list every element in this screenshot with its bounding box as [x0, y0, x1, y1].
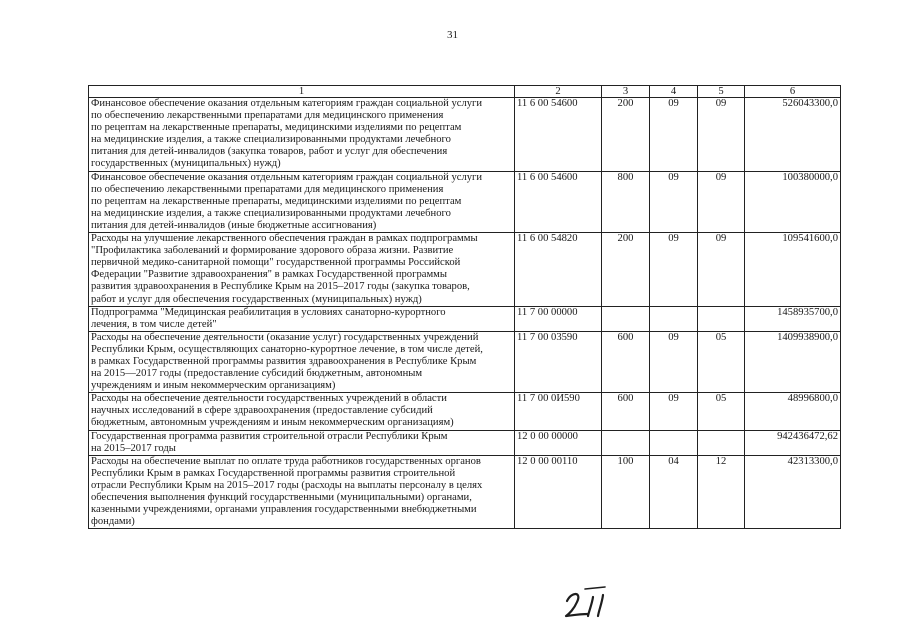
row-expense-type [602, 430, 650, 455]
description-line: питания для детей-инвалидов (закупка товаров, работ и услуг для обеспечения [91, 146, 448, 158]
table-body [89, 86, 841, 529]
description-line: государственных (муниципальных) нужд) [91, 158, 281, 170]
row-amount: 526043300,0 [745, 98, 841, 172]
table-row [89, 233, 841, 307]
row-code: 11 6 00 54600 [515, 171, 602, 232]
description-line: первичной медико-санитарной помощи" государственной программы Российской [91, 257, 461, 269]
description-line: Федерации "Развитие здравоохранения" в рамках Государственной программы [91, 269, 447, 281]
page-number: 31 [447, 29, 458, 41]
row-description [89, 331, 515, 392]
description-line: по рецептам на лекарственные препараты, медицинскими изделиями по рецептам [91, 122, 462, 134]
description-line: казенными учреждениями, органами управления государственными внебюджетными [91, 504, 477, 516]
description-line: учреждениям и иным некоммерческим организациям) [91, 380, 336, 392]
row-amount: 942436472,62 [745, 430, 841, 455]
description-line: Республики Крым, осуществляющих санаторно-курортное лечение, в том числе детей, [91, 343, 483, 355]
table-row [89, 430, 841, 455]
table-row [89, 98, 841, 172]
description-line: фондами) [91, 516, 135, 528]
row-code: 11 7 00 03590 [515, 331, 602, 392]
row-section [650, 306, 698, 331]
description-line: работ и услуг для обеспечения государственных (муниципальных) нужд) [91, 293, 422, 305]
row-amount: 1458935700,0 [745, 306, 841, 331]
description-line: Государственная программа развития строительной отрасли Республики Крым [91, 430, 448, 442]
row-description [89, 98, 515, 172]
description-line: на медицинские изделия, а также специализированными продуктами лечебного [91, 134, 451, 146]
description-line: на 2015—2017 годы (предоставление субсидий бюджетным, автономным [91, 368, 423, 380]
description-line: на медицинские изделия, а также специализированными продуктами лечебного [91, 207, 451, 219]
row-code: 11 7 00 0И590 [515, 393, 602, 430]
description-line: в рамках Государственной программы развития здравоохранения в Республике Крым [91, 355, 477, 367]
description-line: Расходы на обеспечение выплат по оплате труда работников государственных органов [91, 455, 481, 467]
row-expense-type: 600 [602, 331, 650, 392]
table-row [89, 455, 841, 529]
row-expense-type [602, 306, 650, 331]
description-line: на 2015–2017 годы [91, 442, 176, 454]
description-line: Финансовое обеспечение оказания отдельным категориям граждан социальной услуги [91, 171, 483, 183]
row-code: 12 0 00 00110 [515, 455, 602, 529]
description-line: "Профилактика заболеваний и формирование здорового образа жизни. Развитие [91, 245, 454, 257]
table-row [89, 331, 841, 392]
budget-table [88, 85, 841, 529]
description-line: Финансовое обеспечение оказания отдельным категориям граждан социальной услуги [91, 98, 483, 109]
description-line: Расходы на обеспечение деятельности (оказание услуг) государственных учреждений [91, 331, 479, 343]
row-description [89, 430, 515, 455]
row-expense-type: 600 [602, 393, 650, 430]
table-row [89, 306, 841, 331]
row-description [89, 306, 515, 331]
description-line: развития здравоохранения в Республике Крым на 2015–2017 годы (закупка товаров, [91, 281, 470, 293]
row-code: 12 0 00 00000 [515, 430, 602, 455]
row-amount: 1409938900,0 [745, 331, 841, 392]
row-description [89, 455, 515, 529]
description-line: Подпрограмма "Медицинская реабилитация в условиях санаторно-курортного [91, 306, 446, 318]
row-amount: 42313300,0 [745, 455, 841, 529]
row-subsection: 05 [698, 393, 745, 430]
table-row [89, 171, 841, 232]
description-line: питания для детей-инвалидов (иные бюджетные ассигнования) [91, 219, 377, 231]
row-description [89, 171, 515, 232]
description-line: по обеспечению лекарственными препаратами для медицинского применения [91, 183, 444, 195]
row-description [89, 393, 515, 430]
description-line: по обеспечению лекарственными препаратами для медицинского применения [91, 110, 444, 122]
description-line: отрасли Республики Крым на 2015–2017 годы (расходы на выплаты персоналу в целях [91, 479, 483, 491]
row-subsection: 09 [698, 98, 745, 172]
row-section: 09 [650, 98, 698, 172]
column-header-4: 4 [650, 86, 698, 98]
description-line: лечения, в том числе детей" [91, 318, 217, 330]
row-amount: 109541600,0 [745, 233, 841, 307]
description-line: бюджетным, автономным учреждениям и иным некоммерческим организациям) [91, 417, 454, 429]
row-section: 04 [650, 455, 698, 529]
row-section: 09 [650, 171, 698, 232]
row-subsection [698, 306, 745, 331]
row-amount: 48996800,0 [745, 393, 841, 430]
column-header-5: 5 [698, 86, 745, 98]
row-subsection: 12 [698, 455, 745, 529]
row-code: 11 6 00 54600 [515, 98, 602, 172]
row-section: 09 [650, 331, 698, 392]
row-expense-type: 200 [602, 98, 650, 172]
row-subsection [698, 430, 745, 455]
row-section: 09 [650, 233, 698, 307]
row-section: 09 [650, 393, 698, 430]
description-line: Расходы на обеспечение деятельности государственных учреждений в области [91, 393, 447, 405]
description-line: по рецептам на лекарственные препараты, медицинскими изделиями по рецептам [91, 195, 462, 207]
row-expense-type: 100 [602, 455, 650, 529]
description-line: обеспечения выполнения функций государственными (муниципальными) органами, [91, 492, 472, 503]
row-code: 11 7 00 00000 [515, 306, 602, 331]
column-header-3: 3 [602, 86, 650, 98]
column-header-6: 6 [745, 86, 841, 98]
row-subsection: 05 [698, 331, 745, 392]
description-line: Расходы на улучшение лекарственного обеспечения граждан в рамках подпрограммы [91, 233, 478, 245]
table-header-row [89, 86, 841, 98]
row-subsection: 09 [698, 233, 745, 307]
row-amount: 100380000,0 [745, 171, 841, 232]
row-expense-type: 800 [602, 171, 650, 232]
column-header-2: 2 [515, 86, 602, 98]
description-line: Республики Крым в рамках Государственной программы развития строительной [91, 467, 456, 479]
table-row [89, 393, 841, 430]
handwritten-signature [563, 585, 623, 619]
row-section [650, 430, 698, 455]
row-expense-type: 200 [602, 233, 650, 307]
description-line: научных исследований в сфере здравоохранения (предоставление субсидий [91, 405, 433, 417]
row-code: 11 6 00 54820 [515, 233, 602, 307]
row-subsection: 09 [698, 171, 745, 232]
row-description [89, 233, 515, 307]
column-header-1: 1 [89, 86, 515, 98]
